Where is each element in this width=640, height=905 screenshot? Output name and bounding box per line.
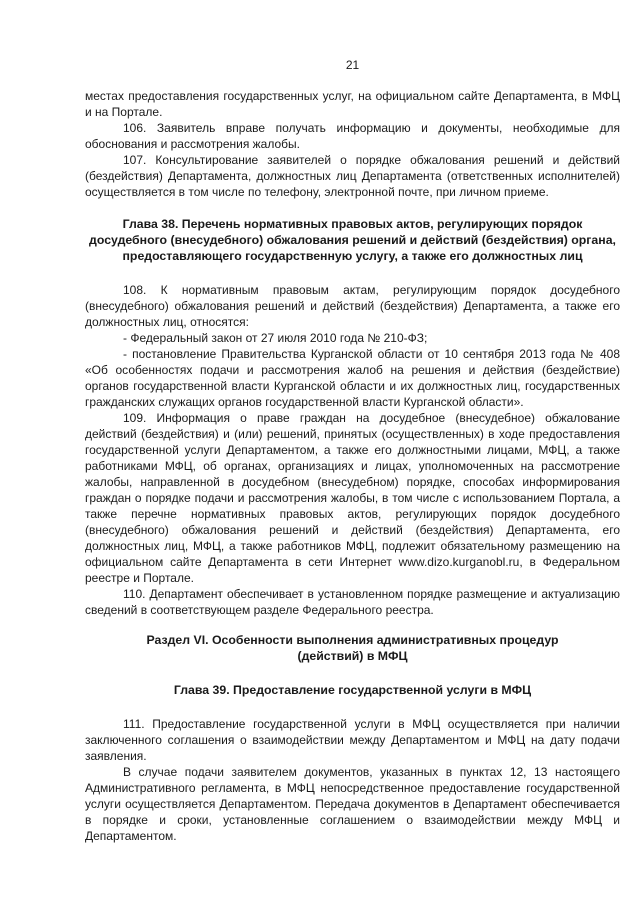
chapter-38-heading: Глава 38. Перечень нормативных правовых актов, регулирующих порядок досудебного (внесудебного) обжалования решений и действий (бездействия) органа, предоставляющего государственную услугу, а также его должностных лиц: [89, 217, 616, 263]
paragraph-111-continued: В случае подачи заявителем документов, указанных в пунктах 12, 13 настоящего Административного регламента, в МФЦ непосредственное предоставление государственной услуги осуществляется Департаментом. Передача документов в Департамент обеспечивается в порядке и сроки, установленные соглашением о взаимодействии между МФЦ и Департаментом.: [85, 765, 620, 843]
paragraph-110: 110. Департамент обеспечивает в установленном порядке размещение и актуализацию сведений в соответствующем разделе Федерального реестра.: [85, 587, 620, 617]
list-item-federal-law: - Федеральный закон от 27 июля 2010 года № 210-ФЗ;: [123, 331, 428, 345]
paragraph-111: 111. Предоставление государственной услуги в МФЦ осуществляется при наличии заключенного соглашения о взаимодействии между Департаментом и МФЦ на дату подачи заявления.: [85, 717, 620, 763]
paragraph-109: 109. Информация о праве граждан на досудебное (внесудебное) обжалование действий (бездействия) и (или) решений, принятых (осуществленных) в ходе предоставления государственной услуги Департаментом, а также его должностными лицами, МФЦ, а также работниками МФЦ, об органах, организациях и лицах, уполномоченных на рассмотрение жалобы, направленной в досудебном (внесудебном) порядке, способах информирования граждан о порядке подачи и рассмотрения жалобы, в том числе с использованием Портала, а также перечне нормативных правовых актов, регулирующих порядок досудебного (внесудебного) обжалования решений и действий (бездействия) Департамента, его должностных лиц, МФЦ, а также работников МФЦ, подлежит обязательному размещению на официальном сайте Департамента в сети Интернет www.dizo.kurganobl.ru, в Федеральном реестре и Портале.: [85, 411, 620, 585]
chapter-39-heading: Глава 39. Предоставление государственной услуги в МФЦ: [173, 683, 532, 697]
paragraph-106: 106. Заявитель вправе получать информацию и документы, необходимые для обоснования и рассмотрения жалобы.: [85, 121, 620, 151]
section-6-heading: [85, 632, 620, 664]
paragraph-continuation: местах предоставления государственных услуг, на официальном сайте Департамента, в МФЦ и на Портале.: [85, 89, 620, 119]
paragraph-108: 108. К нормативным правовым актам, регулирующим порядок досудебного (внесудебного) обжалования решений и действий (бездействия) Департамента, а также его должностных лиц, относятся:: [85, 283, 620, 329]
section-6-heading-line2: (действий) в МФЦ: [297, 649, 408, 663]
list-item-resolution-408: - постановление Правительства Курганской области от 10 сентября 2013 года № 408 «Об особенностях подачи и рассмотрения жалоб на решения и действия (бездействие) органов государственной власти Курганской области и их должностных лиц, государственных гражданских служащих органов государственной власти Курганской области».: [85, 347, 620, 409]
paragraph-107: 107. Консультирование заявителей о порядке обжалования решений и действий (бездействия) Департамента, должностных лиц Департамента (ответственных исполнителей) осуществляется в том числе по телефону, электронной почте, при личном приеме.: [85, 153, 620, 199]
page-number: 21: [345, 58, 360, 72]
section-6-heading-line1: Раздел VI. Особенности выполнения административных процедур: [146, 633, 559, 647]
